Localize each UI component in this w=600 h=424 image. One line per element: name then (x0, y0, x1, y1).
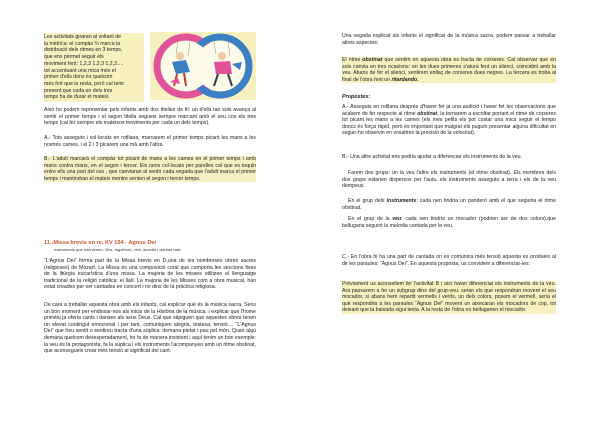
para-grup-veu (342, 216, 556, 229)
intro-line: que ens permet seguir els (44, 54, 104, 61)
para-una: Una vegada explicat als infants el significat de la música sacra, podem passar a treballar altres aspectes: (342, 33, 556, 46)
para-proposta-c: C.- En l'obra hi ha una part de cantada on es comunica més tensió aquesta es produeix al dir les paraules: “Agnus Dei”. En aquesta proposta, us convidem a diferenciar-les: (342, 254, 556, 267)
intro-line: present que cada un dels tres (44, 87, 113, 94)
para-cara: De cara a treballar aquesta obra amb els infants, cal explicar què és la música sacra. Sens un bon moment per endinsar-nos als inicis de la Història de la música, i explicar que l'home primitiu ja oferia cants i danses als seus Deus. Cal que sàpiguen que aquestes obres tenen un elevat contingut emocional i per tant, comuniquen alegria, tristesa, tensió.... “L'Agnus Dei” que heu sentit o sentireu tracta d'una súplica: demana pietat i pau pel món. Quan algú demana quelcom desesperadament, ho fa de manera insistent i aquí tenim un bon exemple: la veu és la protagonista, fa la súplica i els instruments l'acompanyen amb un ritme obstinat, que aconsegueix crear més tensió al significat del cant. (44, 302, 256, 355)
intro-line: distribució dels ritmes en 3 temps, (44, 47, 123, 54)
section-heading: 11.-Missa brevis en re, KV 194 - Agnus Dei (44, 240, 157, 246)
para-proposta-a (342, 104, 556, 137)
propostes-heading: Propostes: (342, 94, 371, 100)
para-b: B.- L'adult marcarà el compàs tot picant de mans a les cames en el primer temps i amb mans contra mans, en el segon i tercer. Els nens col·locats per parelles cal que es toquin entre ells una part del cos , que canviaran al sentir cada vegada que l'adult marca el primer temps i mantindran el mateix mentre senten el segon i tercer temps. (44, 156, 256, 182)
intro-line: tot accentuant una mica més el (44, 67, 116, 74)
para-previ: Prèviament us aconsellem fer l'activitat B i així haver diferenciat els instruments de la veu. Ara passarem a fer un subgrup dins del grup-veu: seran els que respondran movent el seu mocador, si abans hem repartit vermells i verds, un dels colors, posem el vermell, seria el què respondria a les paraules “Agnus Dei” movent un aixecaran els mocadors de cop, tot deixant que la baixada sigui lenta. A la resta de l'obra no bellugarien el mocador. (342, 281, 556, 314)
term-veu: veu (392, 216, 402, 222)
text-segment: : cada nen tindria un panderó amb el que seguiria el ritme obstinat. (342, 198, 556, 211)
para-ritme (342, 57, 556, 83)
term-obstinat: obstinat (417, 110, 438, 117)
para-a: A.- Tots asseguts i col·locats en rotllana, marcarem el primer temps picant les mans a les nostres cames, i el 2 i 3 picarem una mà amb l'altra. (44, 135, 256, 148)
text-segment: En el grup dels (348, 198, 387, 204)
text-segment: En el grup de la (348, 216, 393, 222)
intro-line: més fort que la resta, però cal tenir (44, 80, 125, 87)
term-ritardando: ritardando. (391, 76, 419, 83)
right-page (300, 0, 600, 424)
text-segment: : cada nen tindria un mocador (podrien ser de dos colors),que bellugaria seguint la melodia cantada per la veu. (342, 216, 557, 229)
para-aixo: Això ho podem representar pels infants amb dos titelles de fil: un d'ells tan sols avança al sentir el primer temps i el segon titella segueix sempre marcant amb el seu cos els tres temps (cal fer sempre els mateixos moviments per cada un dels temps). (44, 107, 256, 127)
para-grup-instruments (342, 198, 556, 211)
text-segment: El ritme (342, 57, 363, 63)
intro-line: temps ha de durar el mateix. (44, 94, 110, 101)
term-obstinat: obstinat (362, 57, 383, 63)
para-farem: Farem dos grups: un la veu l'altre els instruments (el ritme obstinat). Els membres dels dos grups estarien dispersos per l'aula, els instruments asseguts a terra i els de la veu dempeus. (342, 170, 556, 190)
term-instruments: instruments (386, 198, 417, 204)
section-subnote: Instruments que intervenen: Vins, fagothorn, violí, acordió i clarinet baix (54, 247, 181, 252)
text-segment: que sentim en aquesta obra es tracta de corxeres. Cal observar que en sols canvia en tres ocasions: en les dues primeres s'atura fent un silenci, coincidint amb la veu. Abans de fer el silenci, sentirem enllaç de corxeres dues negres. La tercera es troba al final de l'obra fent un (342, 57, 556, 83)
intro-line: Les activitats giraran al voltant de (44, 34, 121, 40)
intro-block (44, 33, 144, 102)
puppets-illustration (150, 32, 256, 100)
para-agnus: “L'Agnus Dei” forma part de la Missa brevis en D,una de les nombroses obres sacres (religioses) de Mozart. La Missa és una composició coral que comporta les seccions fixes de la litúrgia eucarística d'una missa. La majoria de les misses utilitzen el llenguatge tradicional de la religió catòlica: el llatí. La majoria de les Misses com a obra musical, han estat creades per ser cantades en concert i no dins de la pràctica religiosa. (44, 258, 256, 291)
para-proposta-b: B.- Una altre activitat ens podria ajudar a diferenciar els instruments de la veu. (342, 154, 522, 160)
intro-line: moviment fent: 1,2,3 1,2,3 1,2,3…. (44, 60, 124, 67)
text-segment: , la tornarem a escoltar portant el ritme de corxeres tot picant les mans a les cames (els més petits els pot costar una mica seguir el tempo doncs és força ràpid, però és important que malgrat els puguin presentar alguna dificultat en seguir-ho observin en vosaltres la precisió de la velocitat). (342, 110, 556, 137)
intro-line: primer d'ells dons és quelcom (44, 74, 113, 81)
intro-line: la mètrica: el compàs ¾ marca la (44, 40, 121, 47)
text-segment: A.- Asseguts en rotllana després d'haver fet ja una audició i haver fet les observacions que acabem de fer respecte al ritme (342, 104, 556, 117)
